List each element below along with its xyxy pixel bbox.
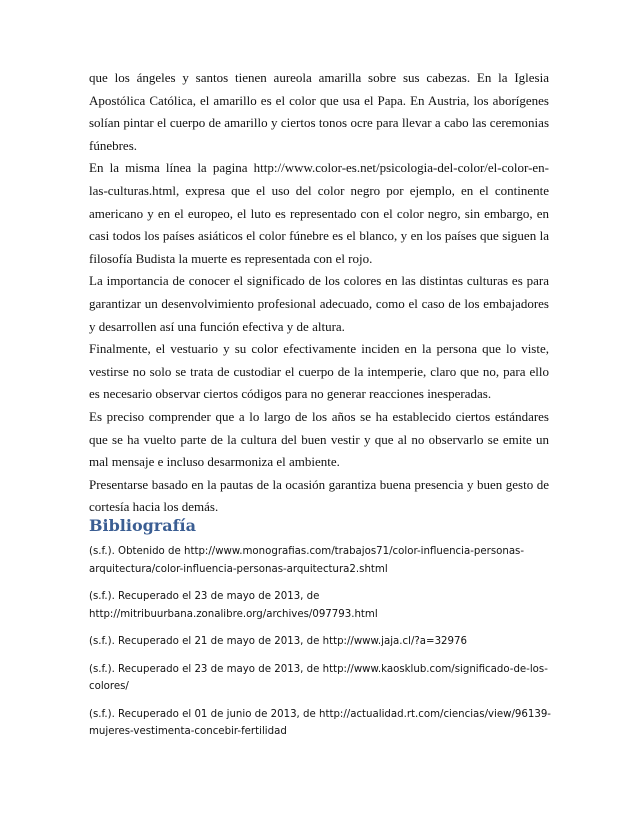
bibliography-section	[89, 515, 559, 751]
bibliography-entry: (s.f.). Obtenido de http://www.monografias.com/trabajos71/color-influencia-personas-arquitectura/color-influencia-personas-arquitectura2.shtml	[89, 546, 525, 575]
bibliography-entry: (s.f.). Recuperado el 23 de mayo de 2013, de http://mitribuurbana.zonalibre.org/archives/097793.html	[89, 591, 378, 620]
bibliography-entry: (s.f.). Recuperado el 23 de mayo de 2013, de http://www.kaosklub.com/significado-de-los-colores/	[89, 663, 548, 692]
bibliography-entry: (s.f.). Recuperado el 01 de junio de 2013, de http://actualidad.rt.com/ciencias/view/96139-mujeres-vestimenta-concebir-fertilidad	[89, 708, 551, 737]
paragraph: En la misma línea la pagina http://www.color-es.net/psicologia-del-color/el-color-en-las-culturas.html, expresa que el uso del color negro por ejemplo, en el continente americano y en el europeo, el luto es representado con el color negro, sin embargo, en casi todos los países asiáticos el color fúnebre es el blanco, y en los países que siguen la filosofía Budista la muerte es representada con el rojo.	[89, 160, 549, 266]
bibliography-heading: Bibliografía	[89, 516, 196, 535]
paragraph: Finalmente, el vestuario y su color efectivamente inciden en la persona que lo viste, vestirse no solo se trata de custodiar el cuerpo de la intemperie, claro que no, para ello es necesario observar ciertos códigos para no generar reacciones inesperadas.	[89, 341, 549, 402]
paragraph: La importancia de conocer el significado de los colores en las distintas culturas es para garantizar un desenvolvimiento profesional adecuado, como el caso de los embajadores y desarrollen así una función efectiva y de altura.	[89, 273, 549, 334]
body-text	[89, 67, 549, 519]
paragraph: Presentarse basado en la pautas de la ocasión garantiza buena presencia y buen gesto de cortesía hacia los demás.	[89, 476, 549, 515]
bibliography-entry: (s.f.). Recuperado el 21 de mayo de 2013, de http://www.jaja.cl/?a=32976	[89, 636, 467, 647]
paragraph: Es preciso comprender que a lo largo de los años se ha establecido ciertos estándares que se ha vuelto parte de la cultura del buen vestir y que al no observarlo se emite un mal mensaje e incluso desarmoniza el ambiente.	[89, 408, 549, 470]
paragraph: que los ángeles y santos tienen aureola amarilla sobre sus cabezas. En la Iglesia Apostólica Católica, el amarillo es el color que usa el Papa. En Austria, los aborígenes solían pintar el cuerpo de amarillo y ciertos tonos ocre para llevar a cabo las ceremonias fúnebres.	[89, 70, 549, 153]
